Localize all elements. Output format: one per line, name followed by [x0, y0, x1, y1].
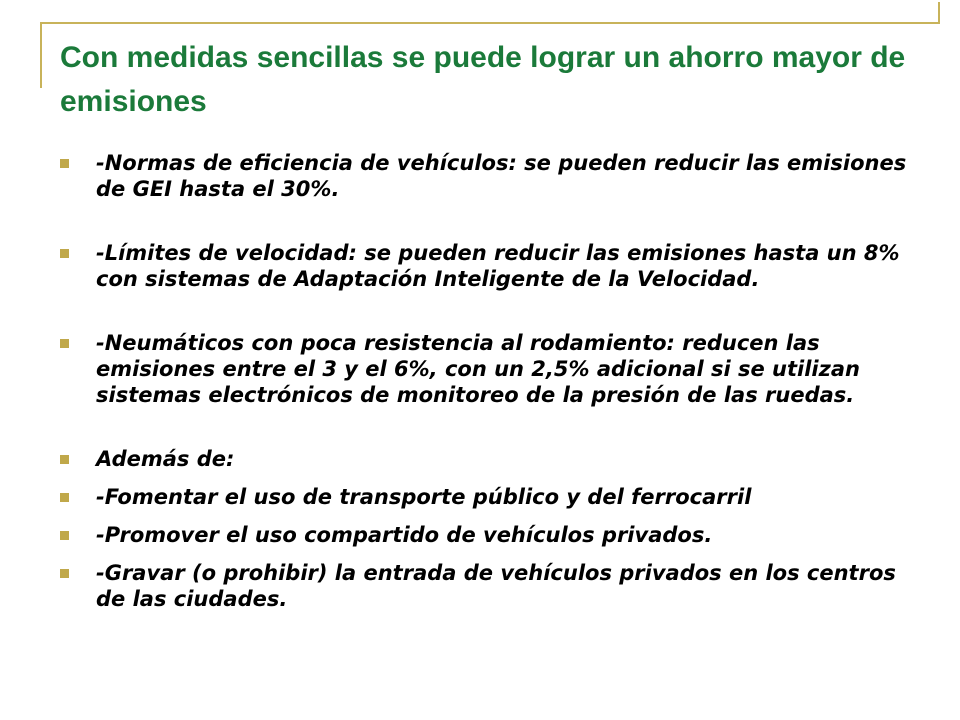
bullet-text: -Fomentar el uso de transporte público y del ferrocarril: [96, 485, 752, 509]
frame-right-line: [938, 2, 940, 24]
square-bullet-icon: [60, 249, 69, 258]
frame-top-line: [40, 22, 940, 24]
square-bullet-icon: [60, 569, 69, 578]
slide-title: Con medidas sencillas se puede lograr un ahorro mayor de emisiones: [60, 41, 906, 118]
bullet-item-fomentar: [60, 484, 920, 510]
bullet-item-promover: [60, 522, 920, 548]
bullet-text: -Normas de eficiencia de vehículos: se pueden reducir las emisiones de GEI hasta el 30%.: [96, 151, 907, 201]
bullet-item-gravar: [60, 560, 920, 612]
bullet-item-limites: [60, 240, 920, 292]
square-bullet-icon: [60, 339, 69, 348]
square-bullet-icon: [60, 159, 69, 168]
frame-left-line: [40, 22, 42, 88]
bullet-text: -Límites de velocidad: se pueden reducir las emisiones hasta un 8% con sistemas de Adaptación Inteligente de la Velocidad.: [96, 241, 900, 291]
bullet-text: -Neumáticos con poca resistencia al rodamiento: reducen las emisiones entre el 3 y el 6%, con un 2,5% adicional si se utilizan sistemas electrónicos de monitoreo de la presión de las ruedas.: [96, 331, 860, 407]
bullet-text: -Promover el uso compartido de vehículos privados.: [96, 523, 713, 547]
bullet-item-ademas: [60, 446, 920, 472]
bullet-item-normas: [60, 150, 920, 202]
bullet-text: Además de:: [96, 447, 235, 471]
bullet-item-neumaticos: [60, 330, 920, 408]
square-bullet-icon: [60, 455, 69, 464]
square-bullet-icon: [60, 531, 69, 540]
bullet-list: [60, 150, 920, 612]
bullet-text: -Gravar (o prohibir) la entrada de vehículos privados en los centros de las ciudades.: [96, 561, 896, 611]
square-bullet-icon: [60, 493, 69, 502]
